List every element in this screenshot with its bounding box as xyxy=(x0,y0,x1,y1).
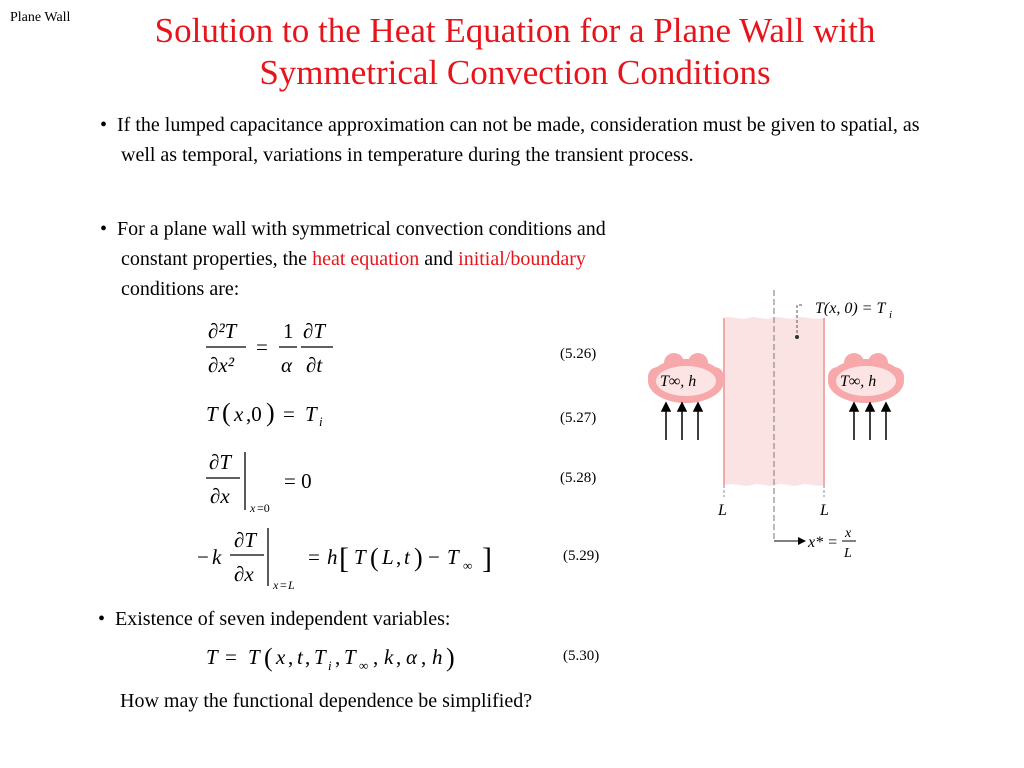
equation-5-26 xyxy=(206,319,333,377)
svg-text:h: h xyxy=(432,645,443,669)
svg-text:]: ] xyxy=(482,542,492,575)
svg-text:,: , xyxy=(421,645,427,669)
svg-text:= 0: = 0 xyxy=(284,469,312,493)
right-fluid-label: T∞, h xyxy=(840,373,877,390)
svg-text:1: 1 xyxy=(283,319,294,343)
eq-number-5-27: (5.27) xyxy=(560,410,597,426)
right-fluid-cloud xyxy=(828,353,904,403)
svg-text:=: = xyxy=(283,402,295,426)
bullet-seven-variables xyxy=(98,604,450,634)
svg-text:x: x xyxy=(276,645,286,669)
svg-text:∂T: ∂T xyxy=(303,319,326,343)
eq-number-5-30: (5.30) xyxy=(563,648,600,664)
section-label: Plane Wall xyxy=(10,10,71,25)
svg-text:=: = xyxy=(225,645,237,669)
svg-text:,: , xyxy=(373,645,379,669)
svg-text:,: , xyxy=(288,645,294,669)
bullet-2-text-a: For a plane wall with symmetrical convection conditions and constant properties, the xyxy=(117,218,606,270)
bullet-1-text: If the lumped capacitance approximation can not be made, consideration must be given to spatial, as well as temporal, variations in temperature during the transient process. xyxy=(117,114,920,166)
svg-text:x: x xyxy=(234,402,244,426)
xstar-label: x* = xyxy=(808,534,838,551)
bullet-marker: • xyxy=(100,114,108,136)
svg-text:∂x: ∂x xyxy=(234,562,254,586)
svg-text:,: , xyxy=(305,645,311,669)
svg-text:,0: ,0 xyxy=(246,402,262,426)
svg-text:x: x xyxy=(250,501,256,515)
svg-text:): ) xyxy=(266,398,275,427)
svg-text:T: T xyxy=(206,402,218,426)
center-point xyxy=(795,335,799,339)
svg-text:(: ( xyxy=(370,543,379,572)
svg-text:α: α xyxy=(406,645,418,669)
svg-text:∂x: ∂x xyxy=(210,484,230,508)
svg-text:i: i xyxy=(319,414,323,429)
svg-text:T: T xyxy=(305,402,317,426)
svg-text:T: T xyxy=(447,545,459,569)
svg-text:α: α xyxy=(281,353,293,377)
svg-text:k: k xyxy=(384,645,394,669)
svg-text:∂²T: ∂²T xyxy=(208,319,237,343)
svg-text:,: , xyxy=(396,545,402,569)
bullet-3-text: Existence of seven independent variables: xyxy=(115,608,451,630)
svg-text:=: = xyxy=(280,578,287,592)
title-line-1: Solution to the Heat Equation for a Plane Wall with xyxy=(154,11,876,50)
bullet-2-text-b: and xyxy=(419,248,459,270)
bullet-marker: • xyxy=(100,218,108,240)
equation-5-28 xyxy=(206,450,312,515)
svg-text:T: T xyxy=(248,645,260,669)
svg-text:i: i xyxy=(328,658,332,673)
closing-question: How may the functional dependence be simplified? xyxy=(120,690,533,712)
svg-text:h: h xyxy=(327,545,338,569)
initial-condition-label: T(x, 0) = T xyxy=(815,300,886,317)
svg-text:∂T: ∂T xyxy=(209,450,232,474)
svg-text:∞: ∞ xyxy=(359,658,369,673)
svg-text:,: , xyxy=(396,645,402,669)
left-fluid-label: T∞, h xyxy=(660,373,697,390)
svg-text:x: x xyxy=(273,578,279,592)
svg-text:=: = xyxy=(308,545,320,569)
equation-5-29 xyxy=(197,528,492,592)
left-flow-arrows xyxy=(662,403,702,440)
svg-text:∞: ∞ xyxy=(463,558,473,573)
svg-text:∂x²: ∂x² xyxy=(208,353,234,377)
left-fluid-cloud xyxy=(648,353,724,403)
equation-5-27 xyxy=(206,398,323,429)
svg-text:T: T xyxy=(206,645,218,669)
svg-text:t: t xyxy=(297,645,303,669)
svg-text:T: T xyxy=(344,645,356,669)
svg-text:=0: =0 xyxy=(257,501,270,515)
eq-number-5-28: (5.28) xyxy=(560,470,597,486)
svg-text:L: L xyxy=(382,545,394,569)
svg-text:[: [ xyxy=(339,542,349,575)
svg-text:,: , xyxy=(335,645,341,669)
eq-number-5-26: (5.26) xyxy=(560,346,597,362)
svg-text:): ) xyxy=(414,543,423,572)
eq-number-5-29: (5.29) xyxy=(563,548,600,564)
bullet-marker: • xyxy=(98,608,106,630)
svg-text:−: − xyxy=(428,545,440,569)
svg-text:): ) xyxy=(446,643,455,672)
bullet-2-text-c: conditions are: xyxy=(121,278,240,300)
svg-text:(: ( xyxy=(222,398,231,427)
svg-text:L: L xyxy=(288,578,295,592)
svg-text:∂T: ∂T xyxy=(234,528,257,552)
svg-text:t: t xyxy=(404,545,410,569)
svg-text:k: k xyxy=(212,545,222,569)
svg-text:−: − xyxy=(197,545,209,569)
xstar-denominator: L xyxy=(844,546,852,561)
equation-5-30 xyxy=(206,643,455,673)
heat-equation-highlight: heat equation xyxy=(312,248,420,270)
svg-text:(: ( xyxy=(264,643,273,672)
right-flow-arrows xyxy=(850,403,890,440)
xstar-numerator: x xyxy=(845,526,852,541)
svg-text:=: = xyxy=(256,335,268,359)
svg-text:T: T xyxy=(354,545,366,569)
right-L-label: L xyxy=(820,502,829,519)
initial-condition-subscript: i xyxy=(889,309,893,321)
left-L-label: L xyxy=(718,502,727,519)
svg-text:∂t: ∂t xyxy=(306,353,323,377)
plane-wall-figure xyxy=(640,285,910,570)
svg-text:T: T xyxy=(314,645,326,669)
title-line-2: Symmetrical Convection Conditions xyxy=(259,53,771,92)
initial-boundary-highlight: initial/boundary xyxy=(458,248,586,270)
